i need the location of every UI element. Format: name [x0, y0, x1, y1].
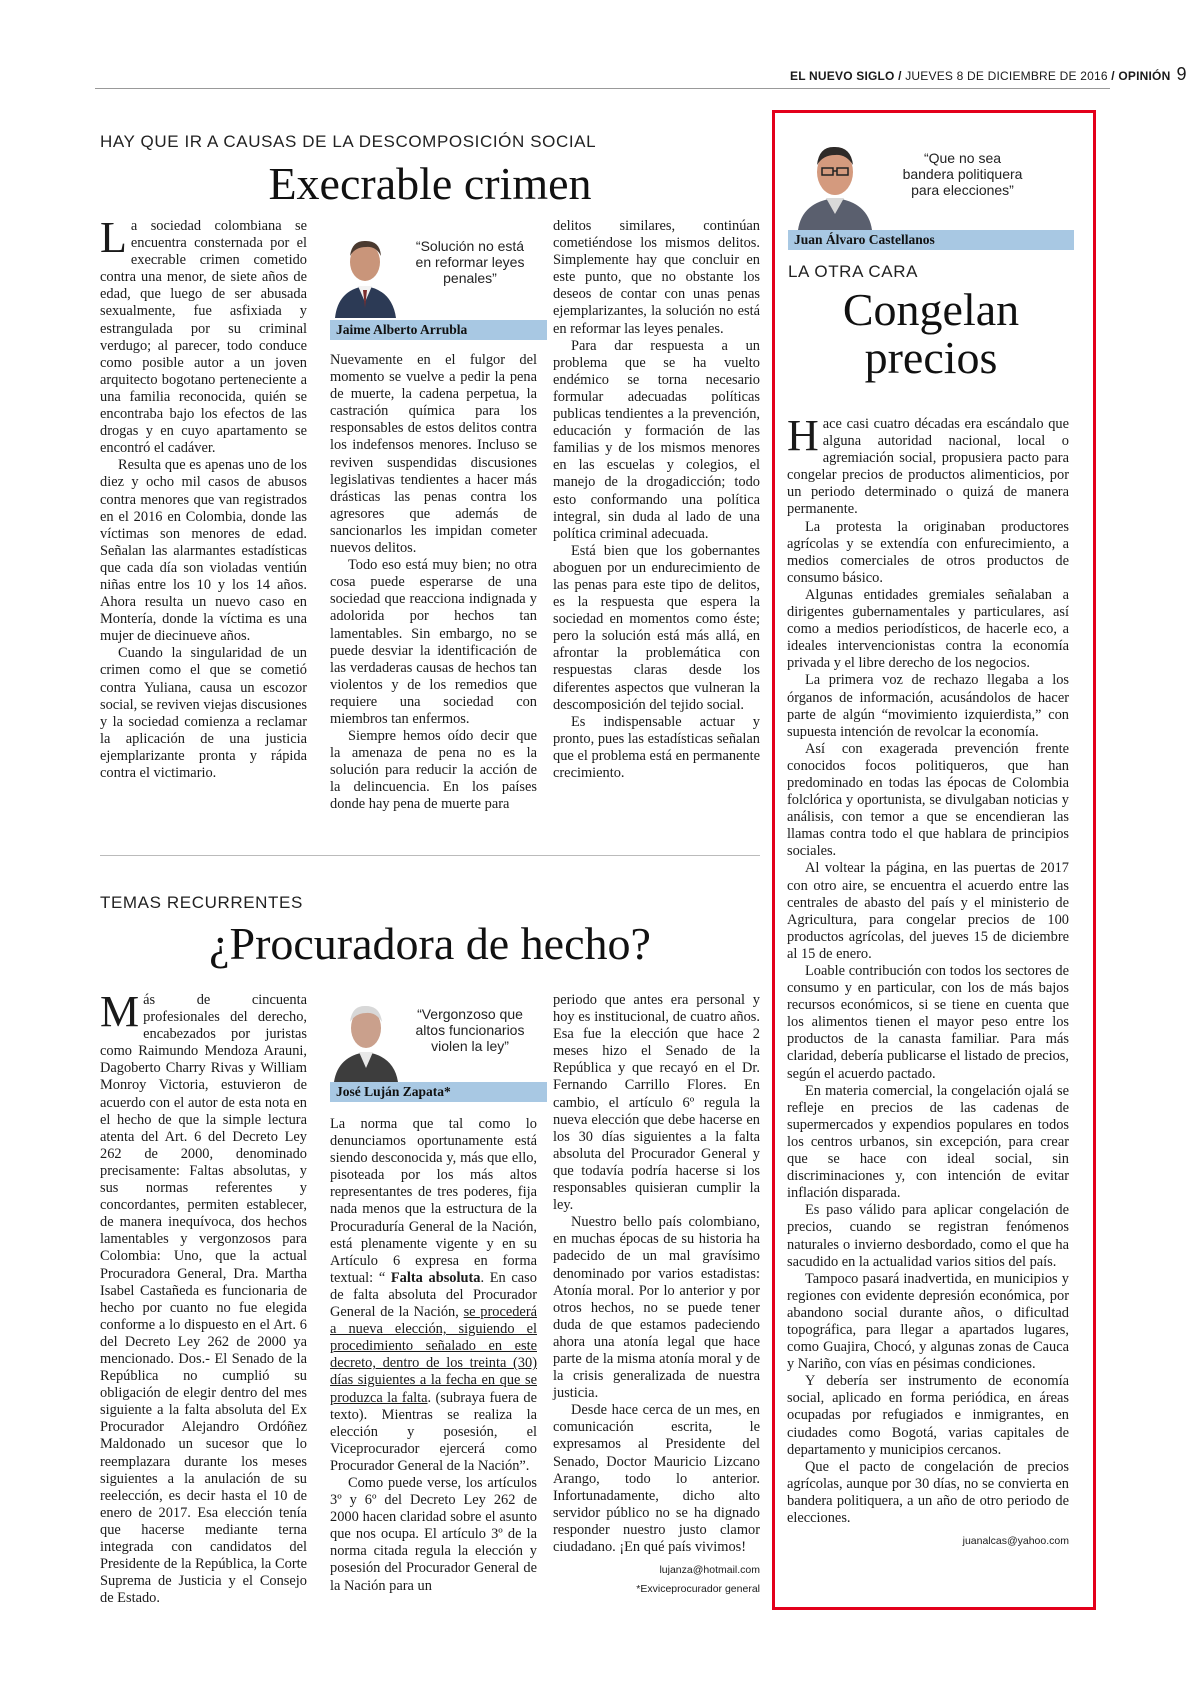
portrait-icon	[790, 132, 880, 230]
masthead-rule	[95, 88, 1110, 89]
article3-title: Congelan precios	[842, 284, 1020, 384]
article2-kicker: TEMAS RECURRENTES	[100, 893, 303, 912]
author-byline: Juan Álvaro Castellanos	[788, 230, 1074, 250]
section-divider	[100, 855, 760, 856]
author-footnote: *Exviceprocurador general	[636, 1583, 760, 1596]
article1-title: Execrable crimen	[268, 158, 592, 209]
author-byline: José Luján Zapata*	[330, 1082, 547, 1102]
portrait-icon	[330, 992, 402, 1082]
page-number: 9	[1176, 64, 1187, 84]
article2-title: ¿Procuradora de hecho?	[209, 918, 651, 969]
issue-date: JUEVES 8 DE DICIEMBRE DE 2016	[905, 69, 1108, 83]
article3-body: Hace casi cuatro décadas era escándalo que alguna autoridad nacional, local o agremiación social, propusiera pacto para congelar precios de productos alimenticios, por un periodo determinado o quizá de manera permanente. La protesta la originaban productores agrícolas y se extendía con enfurecimiento, a medios comerciales de otros productos de consumo básico. Algunas entidades gremiales señalaban a dirigentes gubernamentales y particulares, así como a medios periodísticos, de hacerle eco, a ideales intervencionistas contra la economía privada y el libre derecho de los negocios. La primera voz de rechazo llegaba a los órganos de información, acusándolos de hacer parte de algún “movimiento izquierdista,” con supuesta intención de revolcar la economía. Así con exagerada prevención frente conocidos focos politiqueros, que han predominado en todas las épocas de Colombia folclórica y oportunista, se divulgaban noticias y análisis, con temor a que se encendieran las llamas contra todo el que hablara de principios sociales. Al voltear la página, en las puertas de 2017 con otro aire, se encuentra el acuerdo entre las centrales de abasto del país y el ministerio de Agricultura, para congelar precios de 100 productos agrícolas, del jueves 15 de diciembre al 15 de enero. Loable contribución con todos los sectores de consumo y en particular, con los de más bajos recursos económicos, si se tiene en cuenta que los alimentos tienen el mayor peso entre los productos de la canasta familiar. Para más claridad, debería publicarse el listado de precios, según el acuerdo pactado. En materia comercial, la congelación ojalá se refleje en precios de las cadenas de supermercados y expendios populares en todos los centros urbanos, sin excepción, para crear que se hace con ideal social, sin discriminaciones y, con intención de evitar inflación disparada. Es paso válido para aplicar congelación de precios, cuando se registran fenómenos naturales o invierno desbordado, como el que ha sacudido en la actualidad varios sitios del país. Tampoco pasará inadvertida, en municipios y regiones con evidente depresión económica, por abandono social durante años, o dificultad topográfica, para llegar a apartados lugares, como Guajira, Chocó, y algunas zonas de Cauca y Nariño, con vías en pésimas condiciones. Y debería ser instrumento de economía social, aplicado en forma periódica, en áreas ocupadas por refugiados e inmigrantes, en ciudades como Bogotá, varias capitales de departamento y municipios cercanos. Que el pacto de congelación de precios agrícolas, aunque por 30 días, no se convierta en bandera politiquera, a un año de otro periodo de elecciones. juanalcas@yahoo.com	[787, 416, 1069, 1550]
article1-column-3: delitos similares, continúan cometiéndose los mismos delitos. Simplemente hay que concluir en este punto, que no obstante los deseos de contar con unas penas ejemplarizantes, la solución no está en reformar las leyes penales. Para dar respuesta a un problema que se ha vuelto endémico se torna necesario formular adecuadas políticas publicas tendientes a la prevención, educación y formación de las familias y de los mismos menores en las escuelas y colegios, el manejo de la drogadicción; todo esto conformando una política integral, sin duda al lado de una política criminal adecuada. Está bien que los gobernantes aboguen por un endurecimiento de las penas para este tipo de delitos, es la respuesta que espera la sociedad en momentos como éste; pero la solución está más allá, en afrontar la problemática con respuestas claras desde los diferentes aspectos que vulneran la descomposición del tejido social. Es indispensable actuar y pronto, pues las estadísticas señalan que el problema está en permanente crecimiento.	[553, 218, 760, 781]
article2-column-3: periodo que antes era personal y hoy es institucional, de cuatro años. Esa fue la elección que hace 2 meses hizo el Senado de la República y que recayó en el Dr. Fernando Carrillo Flores. En cambio, el artículo 6º regula la nueva elección que debe hacerse en los 30 días siguientes a la falta absoluta del Procurador General y que todavía podría hacerse si los responsables quisieran cumplir la ley. Nuestro bello país colombiano, en muchas épocas de su historia ha padecido de un mal gravísimo denominado por varios estadistas: Atonía moral. Por lo anterior y por otros hechos, no se puede tener duda de que estamos padeciendo ahora una atonía legal que hace parte de la misma atonía moral y de la crisis generalizada de nuestra justicia. Desde hace cerca de un mes, en comunicación escrita, le expresamos al Presidente del Senado, Doctor Mauricio Lizcano Arango, todo lo anterior. Infortunadamente, dicho alto servidor público no se ha dignado responder nuestro justo clamor ciudadano. ¡En qué país vivimos! lujanza@hotmail.com *Exviceprocurador general	[553, 992, 760, 1598]
article3-kicker: LA OTRA CARA	[788, 262, 919, 281]
dropcap: M	[100, 987, 140, 1036]
author-photo-lujan	[330, 992, 402, 1082]
author-byline: Jaime Alberto Arrubla	[330, 320, 547, 340]
article1-column-1: La sociedad colombiana se encuentra consternada por el execrable crimen cometido contra una menor, de siete años de edad, que luego de ser abusada sexualmente, fue asfixiada y estrangulada por su criminal verdugo; al parecer, todo conduce como posible autor a un joven arquitecto bogotano perteneciente a una familia reconocida, quién se encontraba bajo los efectos de las drogas y en cuyo apartamento se encontró el cadáver. Resulta que es apenas uno de los diez y ocho mil casos de abusos contra menores que van registrados en el 2016 en Colombia, donde las víctimas son menores de edad. Señalan las alarmantes estadísticas que cada día son violadas ventiún niñas entre los 10 y los 14 años. Ahora resulta un nuevo caso en Montería, donde la víctima es una mujer de diecinueve años. Cuando la singularidad de un crimen como el que se cometió contra Yuliana, causa un escozor social, se reviven viejas discusiones y la sociedad comienza a reclamar la aplicación de una justicia ejemplarizante pronta y rápida contra el victimario.	[100, 213, 307, 781]
author-email: juanalcas@yahoo.com	[962, 1535, 1069, 1548]
dropcap: L	[100, 213, 127, 262]
article2-column-1: Más de cincuenta profesionales del derecho, encabezados por juristas como Raimundo Mendoza Arauni, Dagoberto Charry Rivas y William Monroy Victoria, estuvieron de acuerdo con el autor de esta nota en el hecho de que la simple lectura atenta del Art. 6 del Decreto Ley 262 de 2000, denominado precisamente: Faltas absolutas, y sus normas referentes y concordantes, permiten establecer, de manera inequívoca, dos hechos lamentables y vergonzosos para Colombia: Uno, que la actual Procuradora General, Dra. Martha Isabel Castañeda es funcionaria de hecho por cuanto no fue elegida conforme a lo dispuesto en el Art. 6 del Decreto Ley 262 de 2000 ya mencionado. Dos.- El Senado de la República no cumplió su obligación de elegir dentro del mes siguiente a la falta absoluta del Ex Procurador Alejandro Ordóñez Maldonado un sucesor que lo reemplazara durante los meses siguientes a la anulación de su reelección, es decir hasta el 10 de enero de 2017. Esa elección tenía que hacerse mediante terna integrada con candidatos del Presidente de la República, la Corte Suprema de Justicia y el Consejo de Estado.	[100, 987, 307, 1607]
article2-column-2: La norma que tal como lo denunciamos oportunamente está siendo desconocida y, más que ello, pisoteada por los más altos representantes de tres poderes, fija nada menos que la estructura de la Procuraduría General de la Nación, está plenamente vigente y en su Artículo 6 expresa en forma textual: “ Falta absoluta. En caso de falta absoluta del Procurador General de la Nación, se procederá a nueva elección, siguiendo el procedimiento señalado en este decreto, dentro de los treinta (30) días siguientes a la fecha en que se produzca la falta. (subraya fuera de texto). Mientras se realiza la elección y posesión, el Viceprocurador ejercerá como Procurador General de la Nación”. Como puede verse, los artículos 3º y 6º del Decreto Ley 262 de 2000 hacen claridad sobre el asunto que nos ocupa. El artículo 3º de la norma citada regula la elección y posesión del Procurador General de la Nación para un	[330, 1116, 537, 1594]
author-photo-arrubla	[330, 228, 400, 318]
portrait-icon	[330, 228, 400, 318]
paper-name: EL NUEVO SIGLO	[790, 69, 895, 83]
section-name: OPINIÓN	[1118, 69, 1171, 83]
pull-quote: “Vergonzoso que altos funcionarios violen la ley”	[415, 1006, 525, 1054]
article1-column-2: Nuevamente en el fulgor del momento se vuelve a pedir la pena de muerte, la cadena perpetua, la castración química para los responsables de estos delitos contra los indefensos menores. Incluso se reviven suspendidas discusiones legislativas tendientes a hacer más drásticas las penas contra los agresores que además de sancionarlos les impidan cometer nuevos delitos. Todo eso está muy bien; no otra cosa puede esperarse de una sociedad que reacciona indignada y adolorida por hechos tan lamentables. Sin embargo, no se puede desviar la identificación de las verdaderas causas de hechos tan violentos y de los remedios que requiere una sociedad con miembros tan enfermos. Siempre hemos oído decir que la amenaza de pena no es la solución para reducir la acción de la delincuencia. En los países donde hay pena de muerte para	[330, 352, 537, 813]
dropcap: H	[787, 411, 819, 460]
masthead: EL NUEVO SIGLO / JUEVES 8 DE DICIEMBRE DE 2016 / OPINIÓN 9	[790, 64, 1187, 84]
pull-quote: “Solución no está en reformar leyes penales”	[415, 238, 525, 286]
author-photo-castellanos	[790, 132, 880, 230]
article1-kicker: HAY QUE IR A CAUSAS DE LA DESCOMPOSICIÓN SOCIAL	[100, 132, 597, 151]
pull-quote: “Que no sea bandera politiquera para elecciones”	[902, 150, 1023, 198]
author-email: lujanza@hotmail.com	[659, 1564, 760, 1577]
